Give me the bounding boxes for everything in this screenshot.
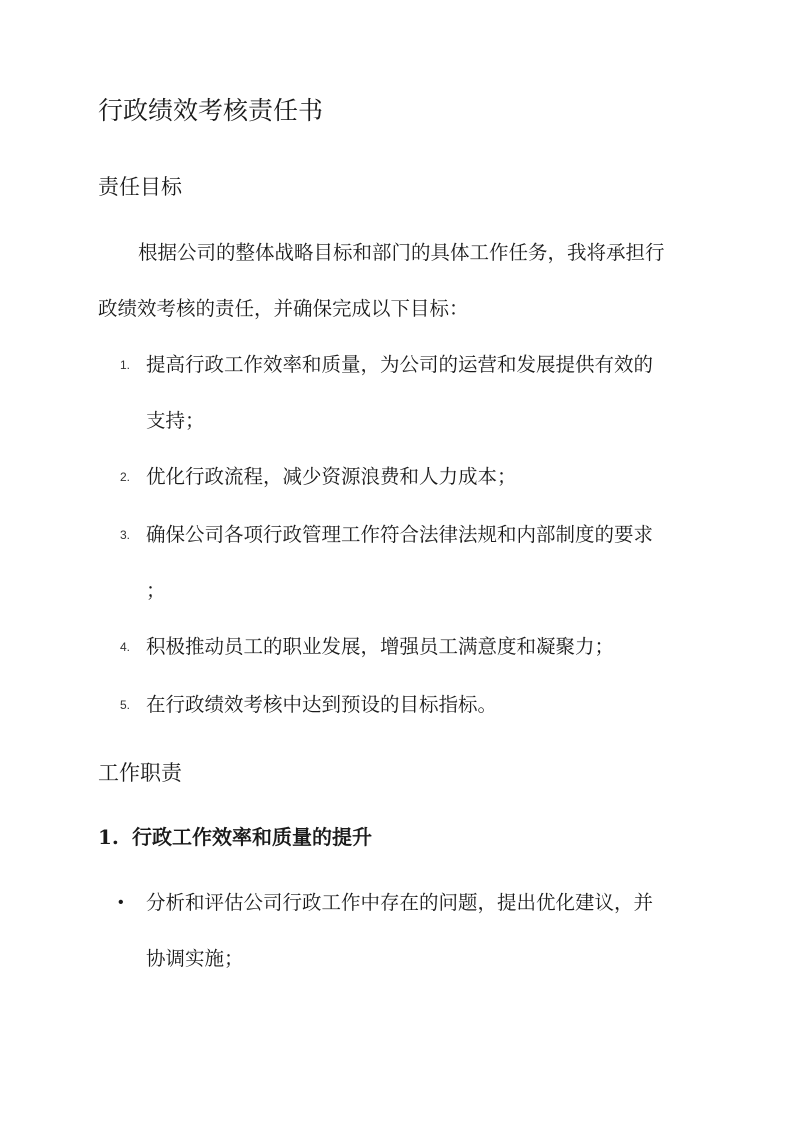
list-marker: 1. [120,358,131,372]
list-item-text [146,462,517,492]
subsection-number: 1. [98,825,119,849]
bullet-item-line-1: 分析和评估公司行政工作中存在的问题，提出优化建议，并 [146,891,654,914]
list-marker: 2. [120,470,131,484]
bullet-symbol: • [118,894,124,911]
section-heading-responsibility-goals: 责任目标 [98,175,182,199]
list-item-line-2: ； [146,579,166,602]
bullet-item-text [146,888,653,974]
list-item-text [146,632,614,662]
list-item-line-1: 提高行政工作效率和质量，为公司的运营和发展提供有效的 [146,353,654,376]
list-marker: 3. [120,528,131,542]
list-item-text [146,350,653,436]
intro-line-1: 根据公司的整体战略目标和部门的具体工作任务，我将承担行 [138,241,665,264]
list-marker: 4. [120,640,131,654]
intro-line-2: 政绩效考核的责任，并确保完成以下目标： [98,297,469,320]
list-item-line-2: 支持； [146,409,205,432]
list-marker: 5. [120,698,131,712]
document-title: 行政绩效考核责任书 [98,96,324,125]
list-item-line-1: 在行政绩效考核中达到预设的目标指标。 [146,693,498,716]
list-item-line-1: 积极推动员工的职业发展，增强员工满意度和凝聚力； [146,635,615,658]
bullet-item-line-2: 协调实施； [146,947,244,970]
subsection-heading-efficiency [98,822,372,852]
intro-paragraph [98,238,698,324]
list-item-line-1: 优化行政流程，减少资源浪费和人力成本； [146,465,517,488]
list-item-line-1: 确保公司各项行政管理工作符合法律法规和内部制度的要求 [146,523,654,546]
list-item-text [146,690,497,720]
subsection-title: 行政工作效率和质量的提升 [132,825,372,849]
section-heading-job-duties: 工作职责 [98,761,182,785]
list-item-text [146,520,653,606]
